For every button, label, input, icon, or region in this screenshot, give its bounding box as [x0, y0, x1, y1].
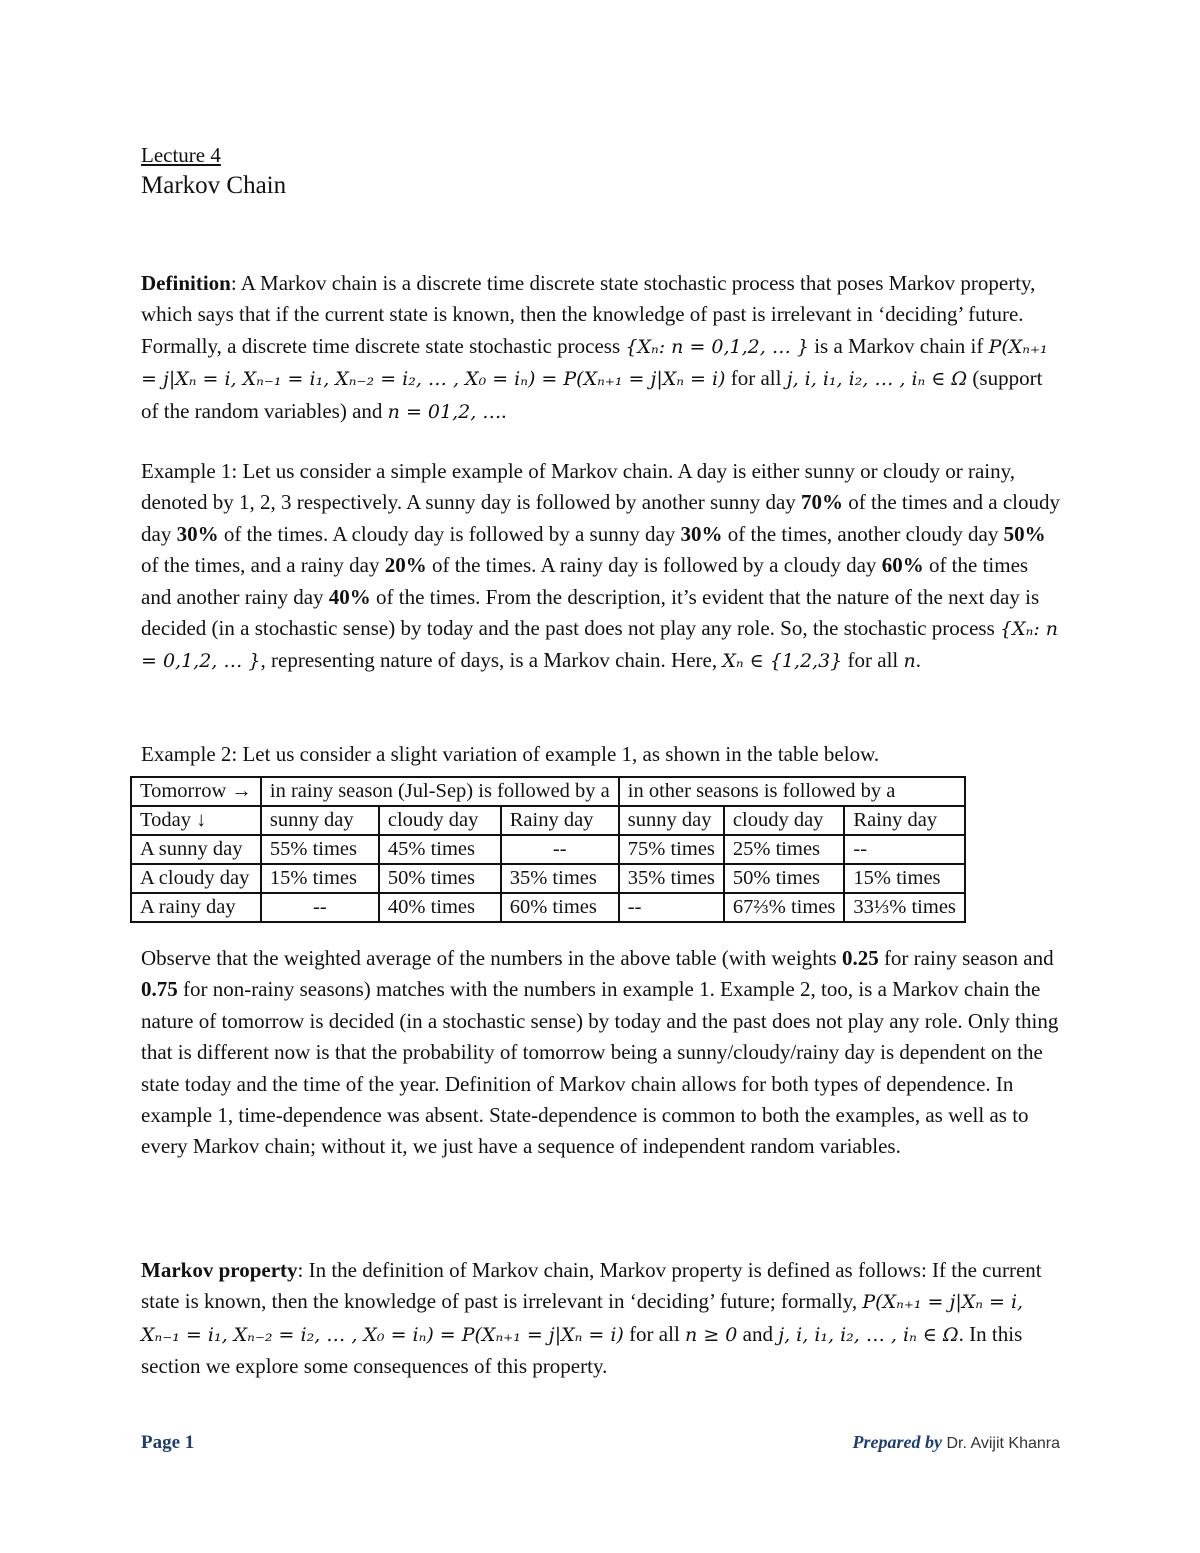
table-cell: 40% times: [379, 893, 501, 922]
example2-intro: Example 2: Let us consider a slight variation of example 1, as shown in the table below.: [141, 742, 880, 766]
definition-label: Definition: [141, 271, 231, 295]
transition-table: [130, 776, 966, 923]
table-cell: 45% times: [379, 835, 501, 864]
corner-today: Today ↓: [131, 806, 261, 835]
group-rainy-season: in rainy season (Jul-Sep) is followed by a: [261, 777, 619, 806]
col-header: sunny day: [619, 806, 724, 835]
markov-formula: P(Xₙ₊₁ = j|Xₙ = i, Xₙ₋₁ = i₁, Xₙ₋₂ = i₂, … , X₀ = iₙ) = P(Xₙ₊₁ = j|Xₙ = i): [141, 335, 1048, 391]
definition-paragraph: Definition: A Markov chain is a discrete time discrete state stochastic process that poses Markov property, which says that if the current state is known, then the knowledge of past is irrelevant in ‘deciding’ future. Formally, a discrete time discrete state stochastic process {Xₙ: n = 0,1,2, … } is a Markov chain if P(Xₙ₊₁ = j|Xₙ = i, Xₙ₋₁ = i₁, Xₙ₋₂ = i₂, … , X₀ = iₙ) = P(Xₙ₊₁ = j|Xₙ = i) for all j, i, i₁, i₂, … , iₙ ∈ Ω (support of the random variables) and n = 01,2, ….: [141, 271, 1048, 423]
table-cell: 50% times: [724, 864, 845, 893]
group-other-seasons: in other seasons is followed by a: [619, 777, 965, 806]
table-cell: --: [844, 835, 965, 864]
col-header: cloudy day: [724, 806, 845, 835]
table-cell: 60% times: [501, 893, 619, 922]
table-cell: 35% times: [619, 864, 724, 893]
table-header-row: [131, 777, 965, 806]
page-number: Page 1: [141, 1432, 195, 1453]
col-header: Rainy day: [844, 806, 965, 835]
markov-property-label: Markov property: [141, 1258, 298, 1282]
table-cell: 67⅔% times: [724, 893, 845, 922]
table-cell: 15% times: [261, 864, 379, 893]
table-cell: --: [619, 893, 724, 922]
n-range: n = 01,2, …: [387, 400, 502, 423]
table-cell: --: [501, 835, 619, 864]
table-row: [131, 893, 965, 922]
table-cell: 75% times: [619, 835, 724, 864]
row-label: A sunny day: [131, 835, 261, 864]
lecture-number: Lecture 4: [141, 143, 221, 167]
row-label: A rainy day: [131, 893, 261, 922]
table-cell: 25% times: [724, 835, 845, 864]
col-header: sunny day: [261, 806, 379, 835]
row-label: A cloudy day: [131, 864, 261, 893]
example2-paragraph: Observe that the weighted average of the numbers in the above table (with weights 0.25 for rainy season and 0.75 for non-rainy seasons) matches with the numbers in example 1. Example 2, too, is a Markov chain the nature of tomorrow is decided (in a stochastic sense) by today and the past does not play any role. Only thing that is different now is that the probability of tomorrow being a sunny/cloudy/rainy day is dependent on the state today and the time of the year. Definition of Markov chain allows for both types of dependence. In example 1, time-dependence was absent. State-dependence is common to both the examples, as well as to every Markov chain; without it, we just have a sequence of independent random variables.: [141, 946, 1059, 1159]
table-cell: 50% times: [379, 864, 501, 893]
page-title: Markov Chain: [141, 172, 287, 199]
table-subheader-row: [131, 806, 965, 835]
table-cell: 35% times: [501, 864, 619, 893]
process-set: {Xₙ: n = 0,1,2, … }: [625, 335, 809, 358]
table-cell: 15% times: [844, 864, 965, 893]
col-header: Rainy day: [501, 806, 619, 835]
markov-property-paragraph: Markov property: In the definition of Markov chain, Markov property is defined as follows: If the current state is known, then the knowledge of past is irrelevant in ‘deciding’ future; formally, P(Xₙ₊₁ = j|Xₙ = i, Xₙ₋₁ = i₁, Xₙ₋₂ = i₂, … , X₀ = iₙ) = P(Xₙ₊₁ = j|Xₙ = i) for all n ≥ 0 and j, i, i₁, i₂, … , iₙ ∈ Ω. In this section we explore some consequences of this property.: [141, 1258, 1042, 1379]
footer-credit: Prepared by Dr. Avijit Khanra: [852, 1432, 1060, 1452]
table-cell: 33⅓% times: [844, 893, 965, 922]
table-cell: --: [261, 893, 379, 922]
table-row: [131, 864, 965, 893]
table-row: [131, 835, 965, 864]
markov-formula: P(Xₙ₊₁ = j|Xₙ = i, Xₙ₋₁ = i₁, Xₙ₋₂ = i₂, … , X₀ = iₙ) = P(Xₙ₊₁ = j|Xₙ = i): [141, 1291, 1024, 1346]
col-header: cloudy day: [379, 806, 501, 835]
index-set: j, i, i₁, i₂, … , iₙ ∈ Ω: [786, 368, 968, 391]
example1-paragraph: Example 1: Let us consider a simple example of Markov chain. A day is either sunny or cloudy or rainy, denoted by 1, 2, 3 respectively. A sunny day is followed by another sunny day 70% of the times and a cloudy day 30% of the times. A cloudy day is followed by a sunny day 30% of the times, another cloudy day 50% of the times, and a rainy day 20% of the times. A rainy day is followed by a cloudy day 60% of the times and another rainy day 40% of the times. From the description, it’s evident that the nature of the next day is decided (in a stochastic sense) by today and the past does not play any role. So, the stochastic process {Xₙ: n = 0,1,2, … }, representing nature of days, is a Markov chain. Here, Xₙ ∈ {1,2,3} for all n.: [141, 459, 1060, 673]
corner-tomorrow: Tomorrow →: [131, 777, 261, 806]
table-cell: 55% times: [261, 835, 379, 864]
